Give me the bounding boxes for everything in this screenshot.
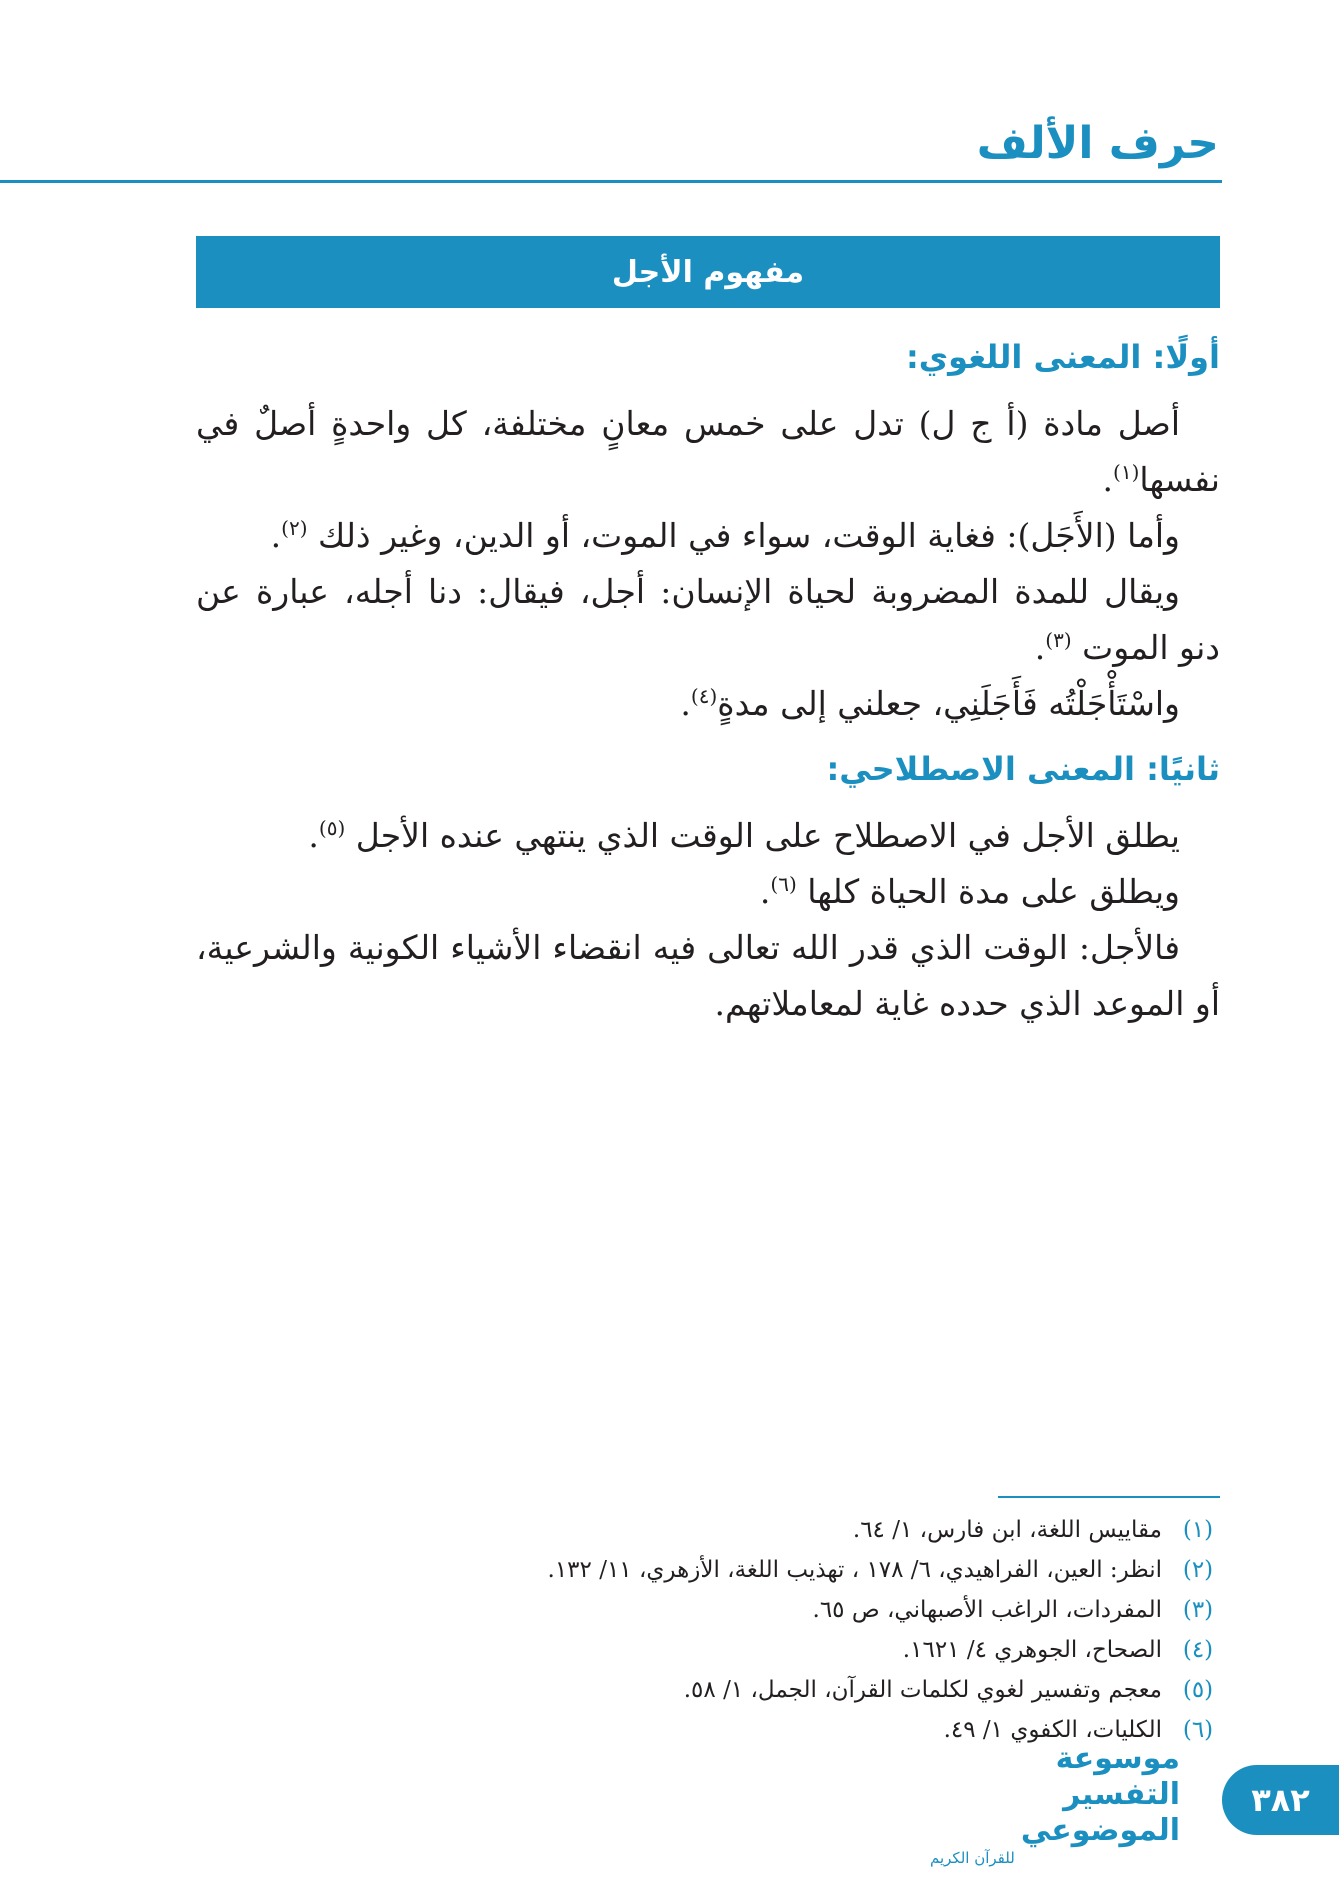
linguistic-meaning-heading: أولًا: المعنى اللغوي: [906, 338, 1220, 376]
footnote-ref[interactable]: (٣) [1045, 628, 1072, 652]
footnote-number: (٥) [1182, 1677, 1214, 1703]
footnote-ref[interactable]: (٢) [281, 516, 308, 540]
footnote-item [196, 1590, 1220, 1630]
footnote-ref[interactable]: (١) [1113, 460, 1140, 484]
technical-meaning-heading: ثانيًا: المعنى الاصطلاحي: [826, 750, 1220, 788]
paragraph: أصل مادة (أ ج ل) تدل على خمس معانٍ مختلفة، كل واحدةٍ أصلٌ في نفسها$^{(١)}$. [196, 404, 1220, 499]
paragraph-text: يطلق الأجل في الاصطلاح على الوقت الذي ينتهي عنده الأجل [355, 816, 1180, 855]
footnote-ref[interactable]: (٤) [690, 684, 718, 708]
footnote-number: (٢) [1182, 1557, 1214, 1583]
logo-main-text: موسوعة التفسير الموضوعي [1020, 1741, 1180, 1848]
footnote-item [196, 1550, 1220, 1590]
footnote-text: مقاييس اللغة، ابن فارس، ١/ ٦٤. [852, 1517, 1162, 1543]
page-number-badge [1222, 1765, 1339, 1835]
section-title: مفهوم الأجل [611, 254, 805, 290]
paragraph-text: فالأجل: الوقت الذي قدر الله تعالى فيه انقضاء الأشياء الكونية والشرعية، أو الموعد الذي حدده غاية لمعاملاتهم. [196, 928, 1220, 1023]
footnote-item [196, 1670, 1220, 1710]
footnote-text: الكليات، الكفوي ١/ ٤٩. [943, 1717, 1162, 1743]
encyclopedia-logo [930, 1741, 1180, 1867]
footnote-number: (٤) [1182, 1637, 1214, 1663]
footnote-item [196, 1630, 1220, 1670]
header-rule [0, 180, 1222, 183]
footnotes [196, 1510, 1220, 1750]
footnote-text: معجم وتفسير لغوي لكلمات القرآن، الجمل، ١/ ٥٨. [683, 1677, 1162, 1703]
logo-sub-text: للقرآن الكريم [930, 1849, 1015, 1867]
paragraph-text: ويطلق على مدة الحياة كلها [807, 872, 1180, 911]
footnote-ref[interactable]: (٦) [770, 872, 797, 896]
footnote-item [196, 1510, 1220, 1550]
footnote-number: (١) [1182, 1517, 1214, 1543]
footnote-number: (٣) [1182, 1597, 1214, 1623]
footnote-text: الصحاح، الجوهري ٤/ ١٦٢١. [902, 1637, 1162, 1663]
section-title-band [196, 236, 1220, 308]
running-head: حرف الألف [976, 118, 1219, 169]
paragraph: ويطلق على مدة الحياة كلها $^{(٦)}$. [759, 872, 1180, 911]
paragraph [196, 920, 1220, 1032]
paragraph: ويقال للمدة المضروبة لحياة الإنسان: أجل، فيقال: دنا أجله، عبارة عن دنو الموت $^{(٣)}$. [196, 572, 1220, 667]
paragraph: يطلق الأجل في الاصطلاح على الوقت الذي ينتهي عنده الأجل $^{(٥)}$. [308, 816, 1180, 855]
footnote-text: المفردات، الراغب الأصبهاني، ص ٦٥. [812, 1597, 1162, 1623]
paragraph-text: وأما (الأَجَل): فغاية الوقت، سواء في الموت، أو الدين، وغير ذلك [318, 516, 1180, 555]
paragraph-text: أصل مادة (أ ج ل) تدل على خمس معانٍ مختلفة، كل واحدةٍ أصلٌ في نفسها [196, 404, 1220, 499]
paragraph-text: ويقال للمدة المضروبة لحياة الإنسان: أجل، فيقال: دنا أجله، عبارة عن دنو الموت [196, 572, 1220, 667]
paragraph: واسْتَأْجَلْتُه فَأَجَلَنِي، جعلني إلى مدةٍ$^{(٤)}$. [680, 684, 1180, 723]
paragraph-text: واسْتَأْجَلْتُه فَأَجَلَنِي، جعلني إلى مدةٍ [717, 684, 1180, 723]
footnote-number: (٦) [1182, 1717, 1214, 1743]
footnote-ref[interactable]: (٥) [318, 816, 346, 840]
footnote-text: انظر: العين، الفراهيدي، ٦/ ١٧٨ ، تهذيب اللغة، الأزهري، ١١/ ١٣٢. [547, 1557, 1162, 1583]
paragraph: وأما (الأَجَل): فغاية الوقت، سواء في الموت، أو الدين، وغير ذلك $^{(٢)}$. [270, 516, 1180, 555]
page-number: ٣٨٢ [1251, 1781, 1310, 1819]
main-content [196, 330, 1220, 1032]
footnote-rule [998, 1496, 1220, 1498]
